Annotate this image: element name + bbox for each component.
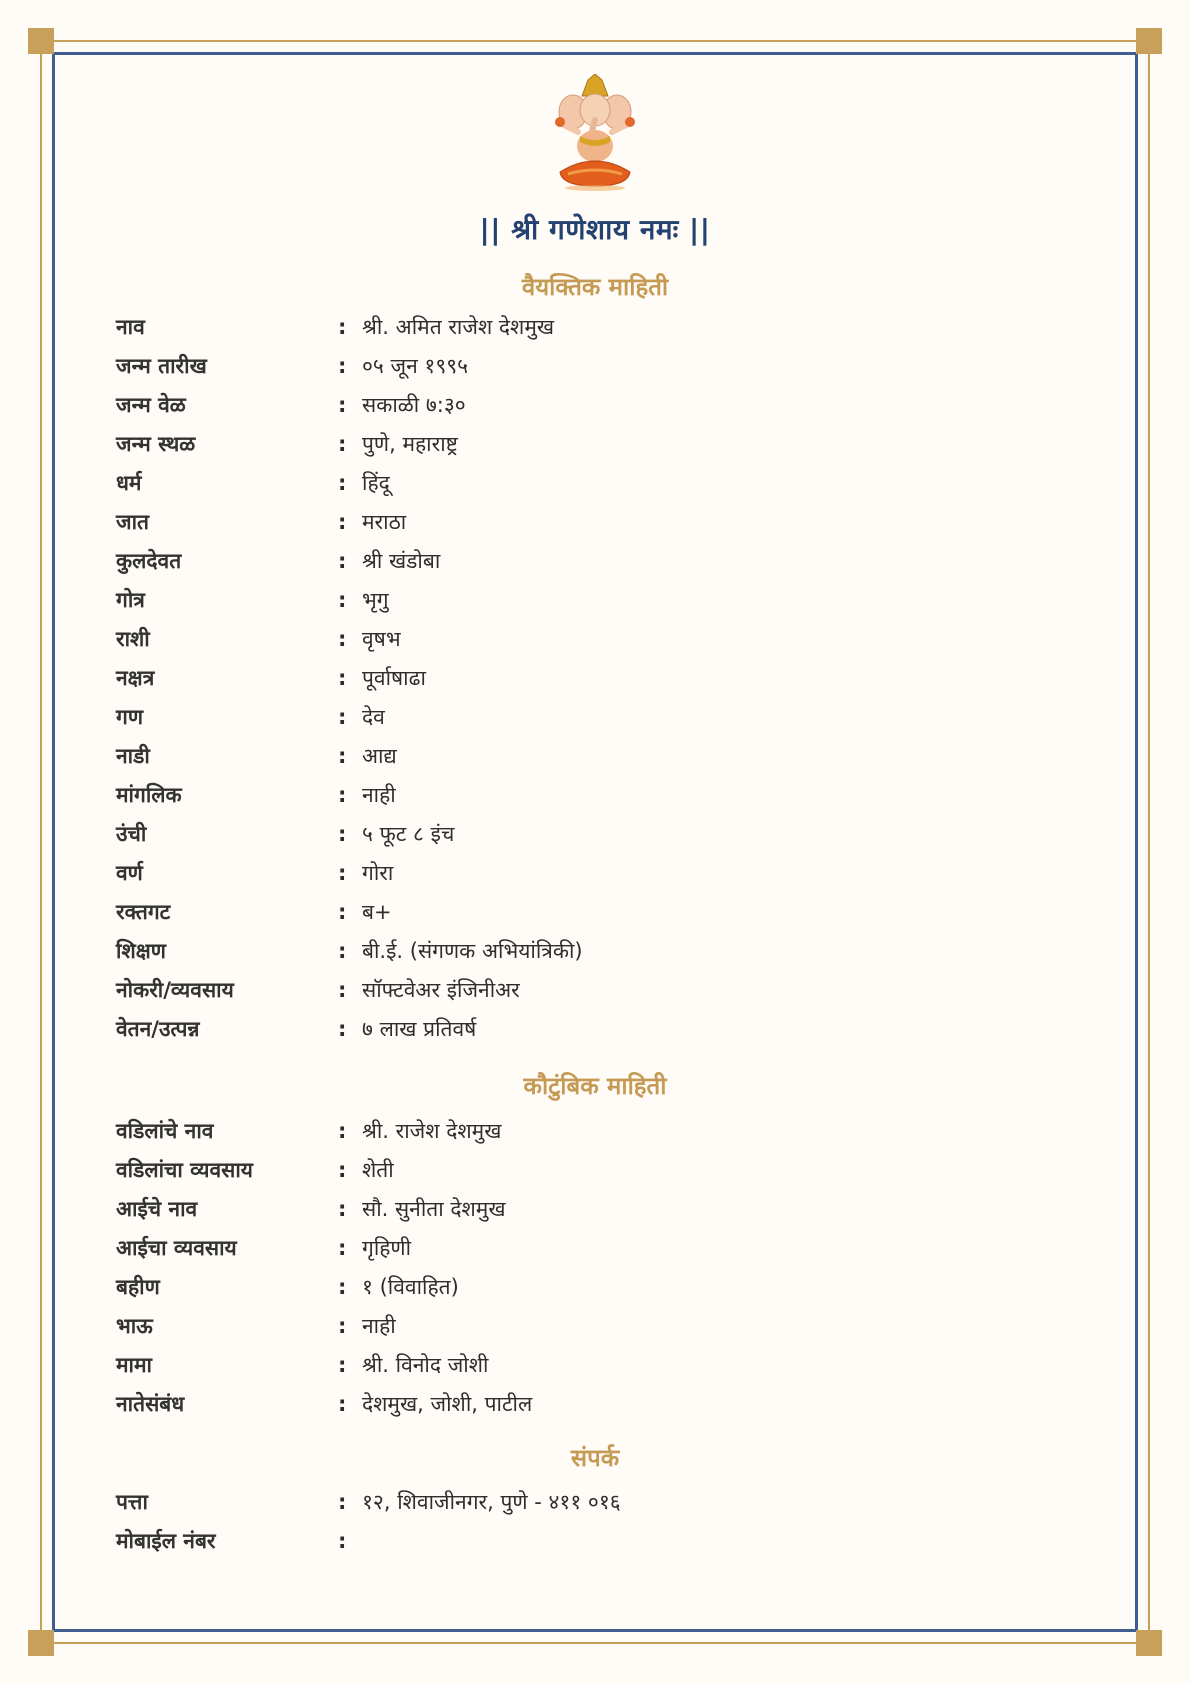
field-label: मोबाईल नंबर bbox=[116, 1528, 216, 1553]
field-label: गोत्र bbox=[116, 587, 145, 612]
field-separator: : bbox=[338, 1528, 347, 1553]
field-separator: : bbox=[338, 704, 347, 729]
field-separator: : bbox=[338, 977, 347, 1002]
field-label: आईचा व्यवसाय bbox=[116, 1235, 237, 1260]
field-label: वर्ण bbox=[116, 860, 143, 885]
field-value: सकाळी ७:३० bbox=[362, 392, 466, 417]
info-row bbox=[116, 1345, 1074, 1384]
info-row bbox=[116, 814, 1074, 853]
field-label: जन्म वेळ bbox=[116, 392, 186, 417]
info-row bbox=[116, 1150, 1074, 1189]
field-label: वडिलांचे नाव bbox=[116, 1118, 214, 1143]
field-separator: : bbox=[338, 470, 347, 495]
field-separator: : bbox=[338, 899, 347, 924]
field-value: मराठा bbox=[362, 509, 407, 534]
frame-line-right-blue bbox=[1135, 54, 1138, 1630]
info-row bbox=[116, 502, 1074, 541]
personal-info-list bbox=[116, 307, 1074, 1048]
field-value: श्री. विनोद जोशी bbox=[362, 1352, 489, 1377]
field-label: बहीण bbox=[116, 1274, 160, 1299]
corner-ornament-bottom-left bbox=[28, 1630, 54, 1656]
corner-ornament-top-right bbox=[1136, 28, 1162, 54]
field-separator: : bbox=[338, 1235, 347, 1260]
field-separator: : bbox=[338, 1016, 347, 1041]
field-label: जन्म स्थळ bbox=[116, 431, 196, 456]
field-value: वृषभ bbox=[362, 626, 401, 651]
info-row bbox=[116, 1189, 1074, 1228]
field-separator: : bbox=[338, 314, 347, 339]
info-row bbox=[116, 1267, 1074, 1306]
field-separator: : bbox=[338, 938, 347, 963]
info-row bbox=[116, 1384, 1074, 1423]
field-label: उंची bbox=[116, 821, 147, 846]
frame-line-top-blue bbox=[54, 52, 1136, 55]
field-value: गृहिणी bbox=[362, 1235, 412, 1260]
frame-line-left-blue bbox=[52, 54, 55, 1630]
field-separator: : bbox=[338, 587, 347, 612]
field-value: आद्य bbox=[362, 743, 397, 768]
field-separator: : bbox=[338, 1196, 347, 1221]
info-row bbox=[116, 541, 1074, 580]
field-label: राशी bbox=[116, 626, 150, 651]
field-value: शेती bbox=[362, 1157, 394, 1182]
section-title-personal: वैयक्तिक माहिती bbox=[521, 273, 669, 301]
field-separator: : bbox=[338, 1391, 347, 1416]
info-row bbox=[116, 463, 1074, 502]
field-label: रक्तगट bbox=[116, 899, 171, 924]
field-label: जात bbox=[116, 509, 149, 534]
field-label: भाऊ bbox=[116, 1313, 153, 1338]
field-separator: : bbox=[338, 743, 347, 768]
biodata-content bbox=[116, 74, 1074, 1560]
field-value: बी.ई. (संगणक अभियांत्रिकी) bbox=[362, 938, 583, 963]
info-row bbox=[116, 892, 1074, 931]
info-row bbox=[116, 619, 1074, 658]
info-row bbox=[116, 931, 1074, 970]
info-row bbox=[116, 307, 1074, 346]
info-row bbox=[116, 1482, 1074, 1521]
field-label: धर्म bbox=[116, 470, 142, 495]
info-row bbox=[116, 697, 1074, 736]
field-label: कुलदेवत bbox=[116, 548, 182, 573]
field-separator: : bbox=[338, 860, 347, 885]
field-label: शिक्षण bbox=[116, 938, 166, 963]
info-row bbox=[116, 1521, 1074, 1560]
field-value: देशमुख, जोशी, पाटील bbox=[362, 1391, 533, 1416]
field-label: वेतन/उत्पन्न bbox=[116, 1016, 200, 1041]
info-row bbox=[116, 658, 1074, 697]
field-label: मांगलिक bbox=[116, 782, 182, 807]
field-separator: : bbox=[338, 1118, 347, 1143]
field-label: नाव bbox=[116, 314, 145, 339]
info-row bbox=[116, 1111, 1074, 1150]
field-value: नाही bbox=[362, 1313, 396, 1338]
field-value: नाही bbox=[362, 782, 396, 807]
field-value: श्री. अमित राजेश देशमुख bbox=[362, 314, 555, 339]
frame-line-left-gold bbox=[40, 40, 42, 1644]
section-title-contact: संपर्क bbox=[570, 1444, 620, 1472]
frame-line-right-gold bbox=[1148, 40, 1150, 1644]
field-label: मामा bbox=[116, 1352, 152, 1377]
info-row bbox=[116, 346, 1074, 385]
field-label: पत्ता bbox=[116, 1489, 148, 1514]
field-separator: : bbox=[338, 1352, 347, 1377]
field-separator: : bbox=[338, 821, 347, 846]
field-value: देव bbox=[362, 704, 385, 729]
section-title-family: कौटुंबिक माहिती bbox=[523, 1072, 667, 1100]
info-row bbox=[116, 580, 1074, 619]
field-value: हिंदू bbox=[362, 470, 390, 495]
info-row bbox=[116, 424, 1074, 463]
field-value: सॉफ्टवेअर इंजिनीअर bbox=[362, 977, 520, 1002]
field-value: ब+ bbox=[362, 899, 392, 924]
corner-ornament-bottom-right bbox=[1136, 1630, 1162, 1656]
info-row bbox=[116, 970, 1074, 1009]
field-separator: : bbox=[338, 548, 347, 573]
info-row bbox=[116, 775, 1074, 814]
field-value: ७ लाख प्रतिवर्ष bbox=[362, 1016, 477, 1041]
frame-line-top-gold bbox=[40, 40, 1150, 42]
field-value: सौ. सुनीता देशमुख bbox=[362, 1196, 506, 1221]
field-label: नोकरी/व्यवसाय bbox=[116, 977, 234, 1002]
info-row bbox=[116, 736, 1074, 775]
corner-ornament-top-left bbox=[28, 28, 54, 54]
field-separator: : bbox=[338, 1274, 347, 1299]
field-label: गण bbox=[116, 704, 144, 729]
field-separator: : bbox=[338, 353, 347, 378]
field-separator: : bbox=[338, 626, 347, 651]
frame-line-bottom-gold bbox=[40, 1642, 1150, 1644]
field-separator: : bbox=[338, 392, 347, 417]
field-value: पुणे, महाराष्ट्र bbox=[362, 431, 458, 456]
ganesha-icon bbox=[540, 74, 650, 192]
field-value: ५ फूट ८ इंच bbox=[362, 821, 455, 846]
field-separator: : bbox=[338, 782, 347, 807]
field-label: नातेसंबंध bbox=[116, 1391, 185, 1416]
field-separator: : bbox=[338, 1313, 347, 1338]
field-label: नाडी bbox=[116, 743, 150, 768]
frame-line-bottom-blue bbox=[54, 1629, 1136, 1632]
info-row bbox=[116, 385, 1074, 424]
info-row bbox=[116, 1306, 1074, 1345]
field-value: श्री खंडोबा bbox=[362, 548, 441, 573]
field-value: पूर्वाषाढा bbox=[362, 665, 426, 690]
field-separator: : bbox=[338, 1157, 347, 1182]
invocation-heading: || श्री गणेशाय नमः || bbox=[479, 213, 711, 246]
field-value: १२, शिवाजीनगर, पुणे - ४११ ०१६ bbox=[362, 1489, 621, 1514]
field-value: १ (विवाहित) bbox=[362, 1274, 459, 1299]
field-separator: : bbox=[338, 665, 347, 690]
field-separator: : bbox=[338, 509, 347, 534]
field-label: आईचे नाव bbox=[116, 1196, 198, 1221]
field-separator: : bbox=[338, 1489, 347, 1514]
field-label: जन्म तारीख bbox=[116, 353, 207, 378]
field-value: श्री. राजेश देशमुख bbox=[362, 1118, 502, 1143]
family-info-list bbox=[116, 1111, 1074, 1423]
field-value: भृगु bbox=[362, 587, 389, 612]
field-value: गोरा bbox=[362, 860, 394, 885]
info-row bbox=[116, 1228, 1074, 1267]
contact-info-list bbox=[116, 1482, 1074, 1560]
field-separator: : bbox=[338, 431, 347, 456]
field-label: वडिलांचा व्यवसाय bbox=[116, 1157, 253, 1182]
info-row bbox=[116, 1009, 1074, 1048]
field-value: ०५ जून १९९५ bbox=[362, 353, 469, 378]
info-row bbox=[116, 853, 1074, 892]
field-label: नक्षत्र bbox=[116, 665, 155, 690]
